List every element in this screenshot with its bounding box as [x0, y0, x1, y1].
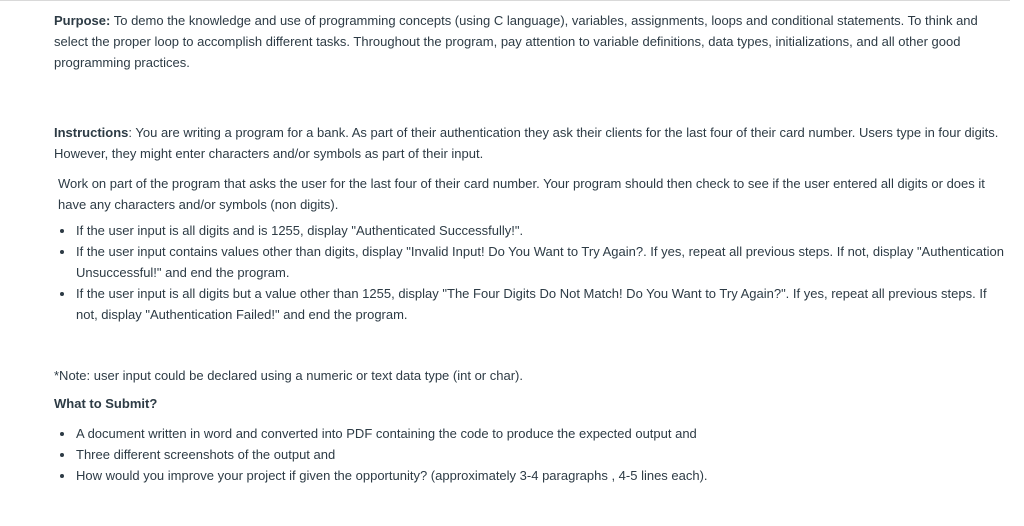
rules-list: [54, 220, 1004, 325]
purpose-label: Purpose:: [54, 13, 111, 28]
note-paragraph: *Note: user input could be declared using a numeric or text data type (int or char).: [54, 368, 523, 383]
submit-heading: [54, 393, 1004, 414]
submit-list: [54, 423, 1004, 486]
top-divider: [0, 0, 1010, 1]
purpose-text: To demo the knowledge and use of programming concepts (using C language), variables, assignments, loops and conditional statements. To think and select the proper loop to accomplish different tasks. Throughout the program, pay attention to variable definitions, data types, initializations, and all other good programming practices.: [54, 13, 978, 70]
instructions-text: : You are writing a program for a bank. As part of their authentication they ask their clients for the last four of their card number. Users type in four digits. However, they might enter characters and/or symbols as part of their input.: [54, 125, 999, 161]
list-item: • If the user input is all digits but a value other than 1255, display "The Four Digits Do Not Match! Do You Want to Try Again?". If yes, repeat all previous steps. If not, display "Authentication Failed!" and end the program.: [75, 283, 1004, 325]
assignment-content: [54, 10, 1004, 486]
list-item: • Three different screenshots of the output and: [75, 444, 1004, 465]
purpose-paragraph: [54, 10, 1004, 73]
list-item: • How would you improve your project if given the opportunity? (approximately 3-4 paragraphs , 4-5 lines each).: [75, 465, 1004, 486]
submit-heading-text: What to Submit?: [54, 396, 158, 411]
list-item: • If the user input is all digits and is 1255, display "Authenticated Successfully!".: [75, 220, 1004, 241]
list-item: • If the user input contains values other than digits, display "Invalid Input! Do You Want to Try Again?. If yes, repeat all previous steps. If not, display "Authentication Unsuccessful!" and end the program.: [75, 241, 1004, 283]
instructions-paragraph: [54, 122, 1004, 164]
instructions-label: Instructions: [54, 125, 129, 140]
list-item: • A document written in word and converted into PDF containing the code to produce the expected output and: [75, 423, 1004, 444]
work-paragraph: Work on part of the program that asks the user for the last four of their card number. Your program should then check to see if the user entered all digits or does it have any characters and/or symbols (non digits).: [58, 176, 985, 212]
